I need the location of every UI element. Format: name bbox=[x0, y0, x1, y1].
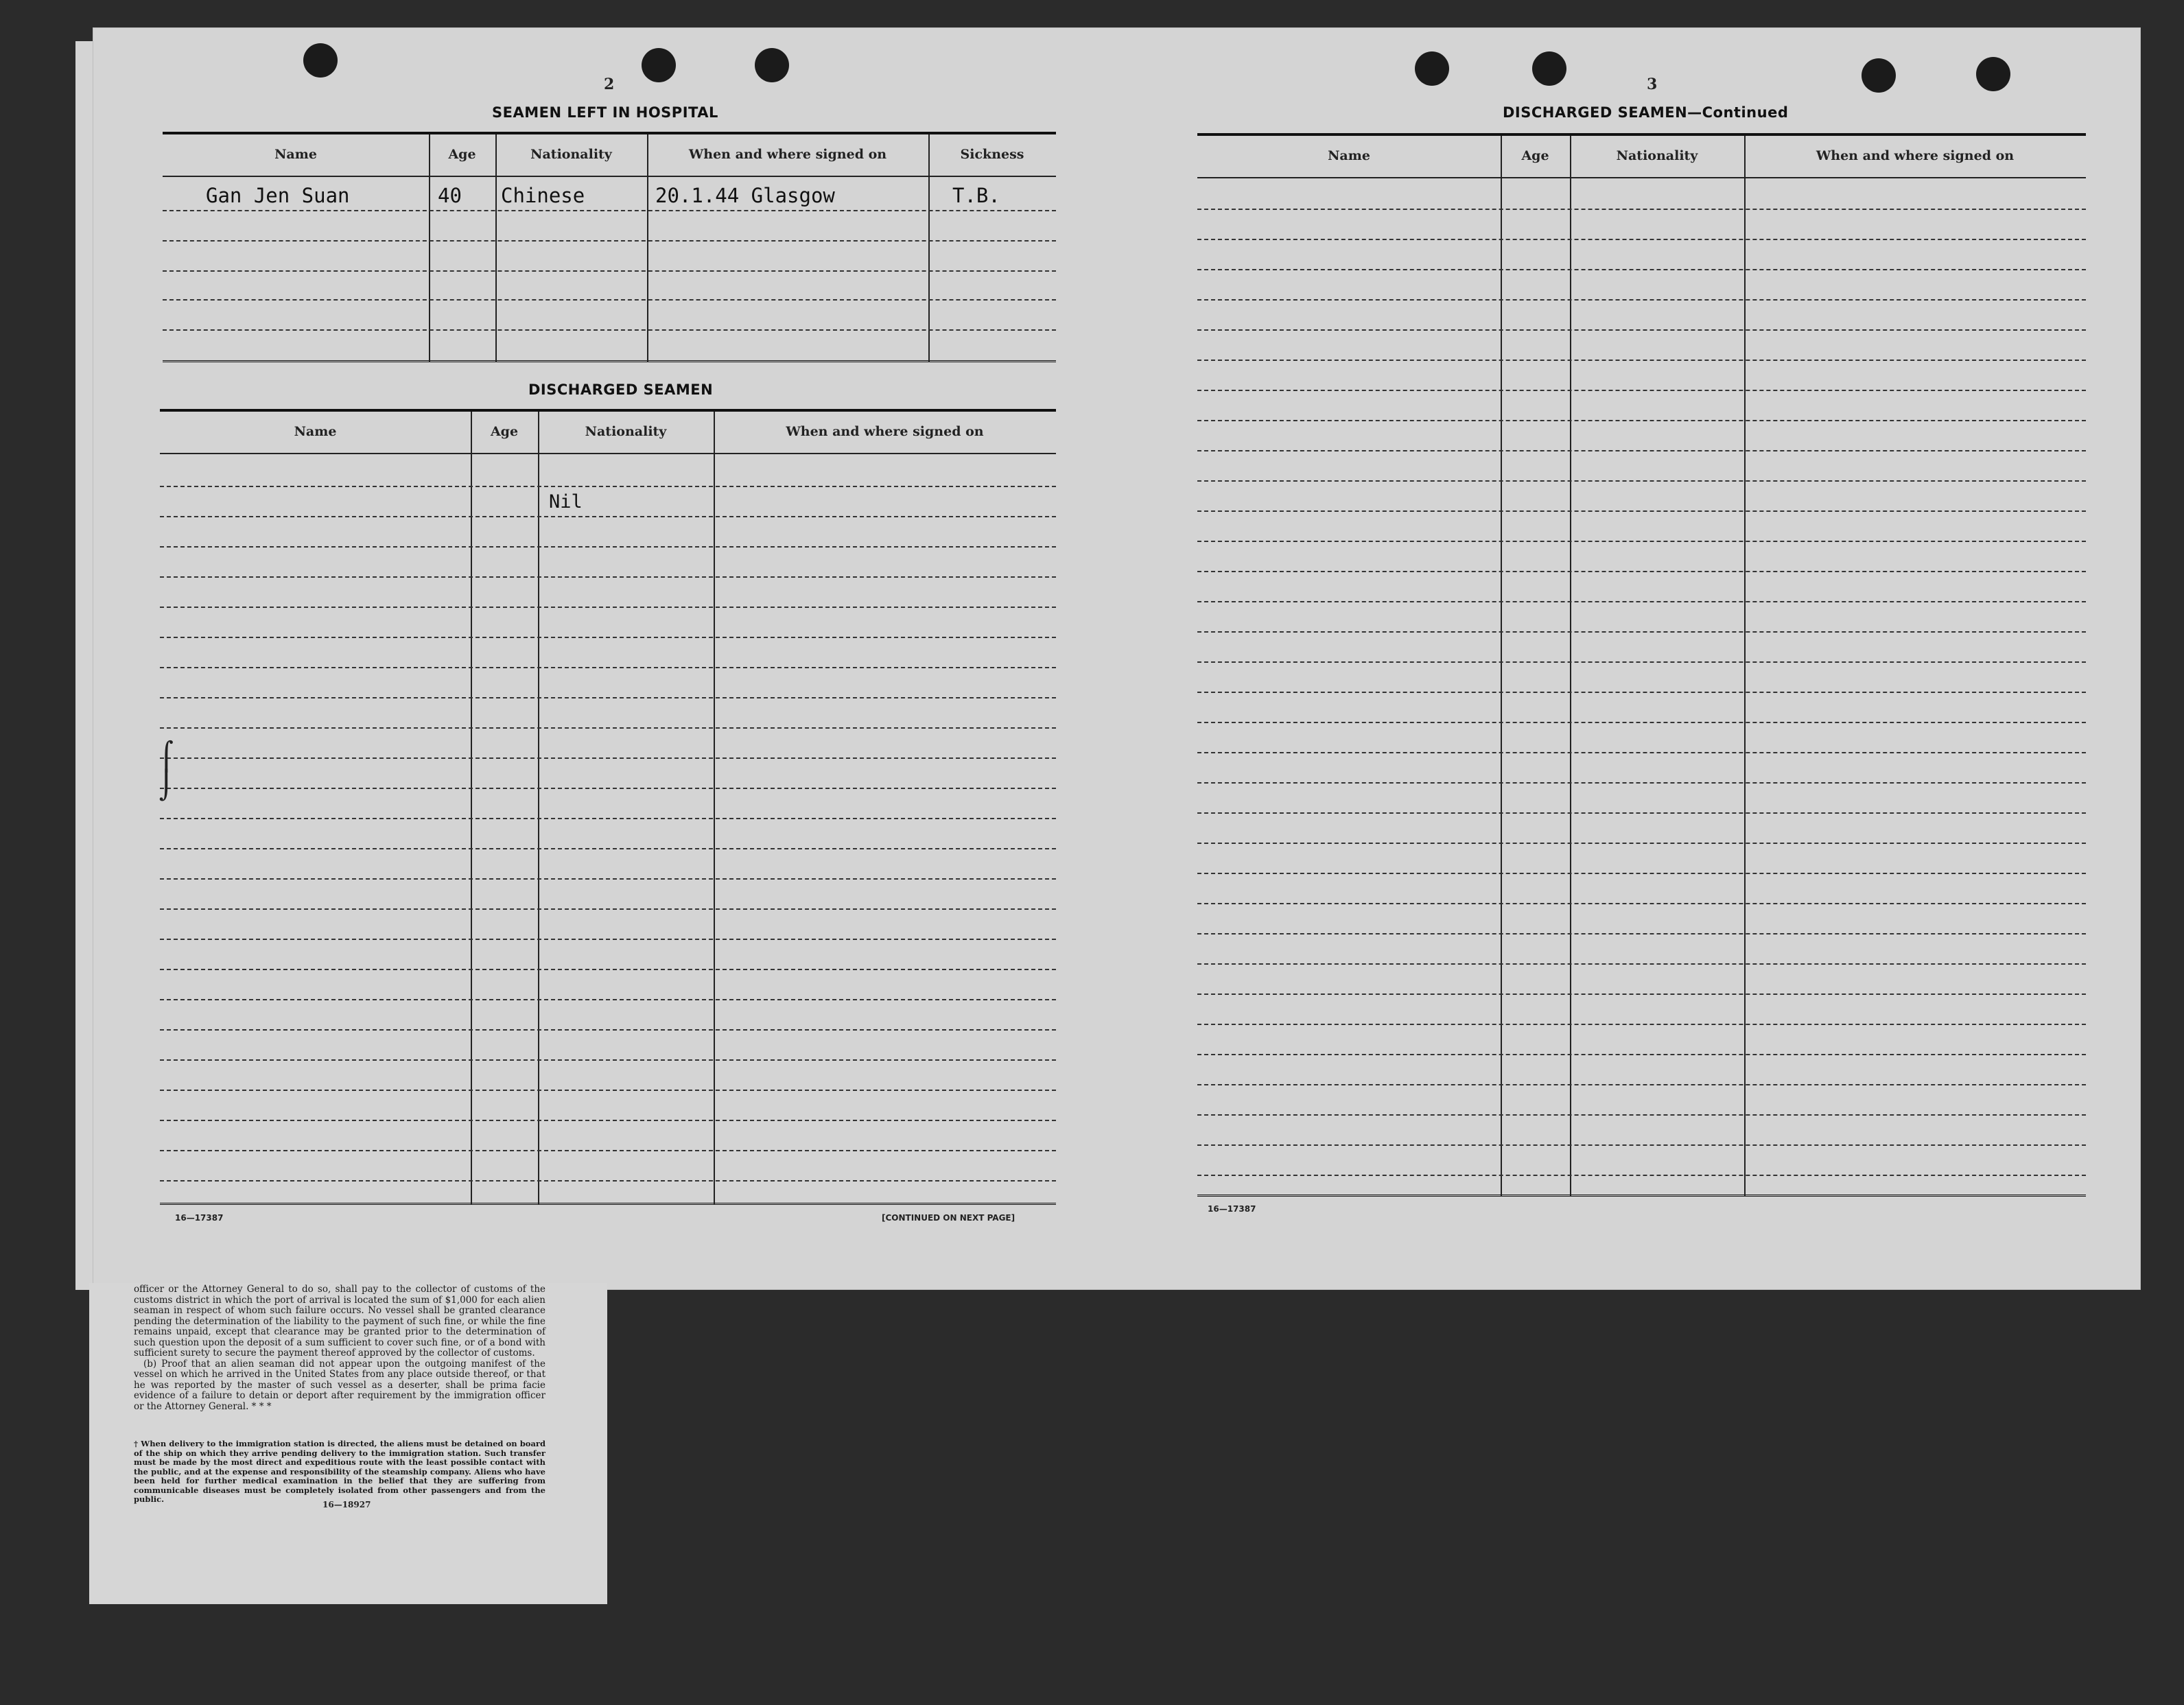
paragraph-b: (b) Proof that an alien seaman did not appear upon the outgoing manifest of the vessel on which he arrived in the United States from any place outside thereof, or that he was reported by the master of such vessel as a deserter, shall be prima facie evidence of a failure to detain or deport after requirement by the immigration officer or the Attorney General. * * * bbox=[134, 1358, 545, 1412]
entry-line bbox=[160, 607, 1056, 608]
punch-hole bbox=[1862, 58, 1896, 93]
entry-line bbox=[160, 999, 1056, 1000]
entry-line bbox=[1197, 1114, 2086, 1116]
form-number-left: 16—17387 bbox=[175, 1213, 224, 1223]
entry-line bbox=[160, 516, 1056, 517]
column-divider bbox=[471, 412, 472, 1205]
entry-line bbox=[1197, 1144, 2086, 1146]
entry-line bbox=[1197, 269, 2086, 270]
seaman-name: Gan Jen Suan bbox=[206, 184, 350, 207]
entry-line bbox=[1197, 873, 2086, 874]
column-divider bbox=[928, 134, 930, 362]
entry-line bbox=[163, 270, 1056, 272]
col-name: Name bbox=[294, 424, 337, 439]
entry-line bbox=[160, 818, 1056, 819]
column-divider bbox=[1570, 136, 1571, 1197]
column-divider bbox=[714, 412, 715, 1205]
entry-line bbox=[1197, 1175, 2086, 1176]
regulation-text bbox=[134, 1284, 545, 1412]
page-number-right: 3 bbox=[1647, 75, 1658, 93]
col-nationality: Nationality bbox=[1616, 148, 1698, 163]
seaman-sickness: T.B. bbox=[952, 184, 1000, 207]
entry-line bbox=[160, 1090, 1056, 1091]
entry-line bbox=[160, 757, 1056, 759]
entry-line bbox=[160, 667, 1056, 668]
entry-line bbox=[1197, 1084, 2086, 1085]
entry-line bbox=[1197, 390, 2086, 391]
entry-line bbox=[160, 939, 1056, 940]
header-rule bbox=[163, 176, 1056, 177]
entry-line bbox=[1197, 239, 2086, 240]
entry-line bbox=[1197, 812, 2086, 814]
col-signed-on: When and where signed on bbox=[1816, 148, 2015, 163]
margin-mark: ⌠ bbox=[159, 741, 174, 773]
form-number-right: 16—17387 bbox=[1208, 1204, 1256, 1214]
entry-line bbox=[1197, 480, 2086, 482]
entry-line bbox=[1197, 299, 2086, 301]
column-divider bbox=[647, 134, 648, 362]
entry-line bbox=[1197, 993, 2086, 995]
discharged-continued-title: DISCHARGED SEAMEN—Continued bbox=[1503, 104, 1789, 121]
page-number-left: 2 bbox=[604, 75, 615, 93]
entry-line bbox=[1197, 209, 2086, 210]
entry-line bbox=[1197, 450, 2086, 451]
entry-line bbox=[163, 240, 1056, 242]
entry-line bbox=[160, 697, 1056, 698]
column-divider bbox=[538, 412, 539, 1205]
margin-mark: ⌡ bbox=[159, 770, 174, 801]
col-age: Age bbox=[490, 424, 519, 439]
column-divider bbox=[1501, 136, 1502, 1197]
entry-line bbox=[163, 329, 1056, 331]
col-signed-on: When and where signed on bbox=[786, 424, 984, 439]
punch-hole bbox=[1976, 57, 2010, 91]
punch-hole bbox=[1532, 51, 1566, 86]
entry-line bbox=[163, 299, 1056, 301]
entry-line bbox=[1197, 420, 2086, 421]
header-rule bbox=[1197, 177, 2086, 178]
entry-line bbox=[160, 576, 1056, 578]
continued-note: [CONTINUED ON NEXT PAGE] bbox=[882, 1213, 1015, 1223]
punch-hole bbox=[1415, 51, 1449, 86]
col-signed-on: When and where signed on bbox=[688, 147, 887, 162]
hospital-section-title: SEAMEN LEFT IN HOSPITAL bbox=[492, 104, 718, 121]
entry-line bbox=[1197, 782, 2086, 784]
entry-line bbox=[160, 788, 1056, 789]
entry-line bbox=[1197, 631, 2086, 633]
entry-line bbox=[160, 1059, 1056, 1061]
entry-line bbox=[163, 210, 1056, 211]
entry-line bbox=[160, 637, 1056, 638]
paragraph-a: officer or the Attorney General to do so, shall pay to the collector of customs of the customs district in which the port of arrival is located the sum of $1,000 for each alien seaman in respect of whom such failure occurs. No vessel shall be granted clearance pending the determination of the liability to the payment of such fine, or while the fine remains unpaid, except that clearance may be granted prior to the determination of such question upon the deposit of a sum sufficient to cover such fine, or of a bond with sufficient surety to secure the payment thereof approved by the collector of customs. bbox=[134, 1284, 545, 1359]
punch-hole bbox=[303, 43, 338, 78]
entry-line bbox=[1197, 360, 2086, 361]
entry-line bbox=[1197, 601, 2086, 602]
entry-line bbox=[1197, 903, 2086, 904]
seaman-age: 40 bbox=[438, 184, 462, 207]
entry-line bbox=[1197, 692, 2086, 693]
col-nationality: Nationality bbox=[530, 147, 612, 162]
entry-line bbox=[1197, 571, 2086, 572]
entry-line bbox=[160, 848, 1056, 849]
column-divider bbox=[1744, 136, 1746, 1197]
entry-line bbox=[160, 908, 1056, 910]
entry-line bbox=[1197, 510, 2086, 512]
form-number-flap: 16—18927 bbox=[322, 1500, 371, 1509]
entry-line bbox=[160, 878, 1056, 880]
entry-line bbox=[160, 486, 1056, 487]
discharged-section-title: DISCHARGED SEAMEN bbox=[528, 381, 714, 398]
entry-line bbox=[160, 546, 1056, 548]
detention-note: † When delivery to the immigration station is directed, the aliens must be detained on board of the ship on which they arrive pending delivery to the immigration station. Such transfer must be made by the most direct and expeditious route with the least possible contact with the public, and at the expense and responsibility of the steamship company. Aliens who have been held for further medical examination in the belief that they are suffering from communicable diseases must be completely isolated from other passengers and from the public. bbox=[134, 1439, 545, 1504]
entry-line bbox=[1197, 541, 2086, 542]
seaman-nationality: Chinese bbox=[501, 184, 585, 207]
col-sickness: Sickness bbox=[960, 147, 1024, 162]
entry-line bbox=[1197, 329, 2086, 331]
col-age: Age bbox=[448, 147, 476, 162]
seaman-signed-on: 20.1.44 Glasgow bbox=[655, 184, 835, 207]
entry-line bbox=[1197, 722, 2086, 723]
column-divider bbox=[495, 134, 497, 362]
col-name: Name bbox=[1328, 148, 1370, 163]
entry-line bbox=[1197, 933, 2086, 934]
entry-line bbox=[1197, 843, 2086, 844]
entry-line bbox=[160, 727, 1056, 729]
nil-entry: Nil bbox=[549, 491, 583, 513]
col-name: Name bbox=[274, 147, 317, 162]
entry-line bbox=[160, 1180, 1056, 1181]
discharged-table bbox=[160, 409, 1056, 1208]
entry-line bbox=[160, 1029, 1056, 1031]
column-divider bbox=[429, 134, 430, 362]
punch-hole bbox=[755, 48, 789, 82]
entry-line bbox=[1197, 752, 2086, 753]
entry-line bbox=[1197, 1024, 2086, 1025]
entry-line bbox=[160, 1120, 1056, 1121]
entry-line bbox=[1197, 963, 2086, 965]
entry-line bbox=[1197, 1054, 2086, 1055]
entry-line bbox=[160, 969, 1056, 970]
punch-hole bbox=[642, 48, 676, 82]
entry-line bbox=[1197, 661, 2086, 663]
col-nationality: Nationality bbox=[585, 424, 667, 439]
discharged-continued-table bbox=[1197, 133, 2086, 1199]
col-age: Age bbox=[1521, 148, 1549, 163]
header-rule bbox=[160, 453, 1056, 454]
entry-line bbox=[160, 1150, 1056, 1151]
